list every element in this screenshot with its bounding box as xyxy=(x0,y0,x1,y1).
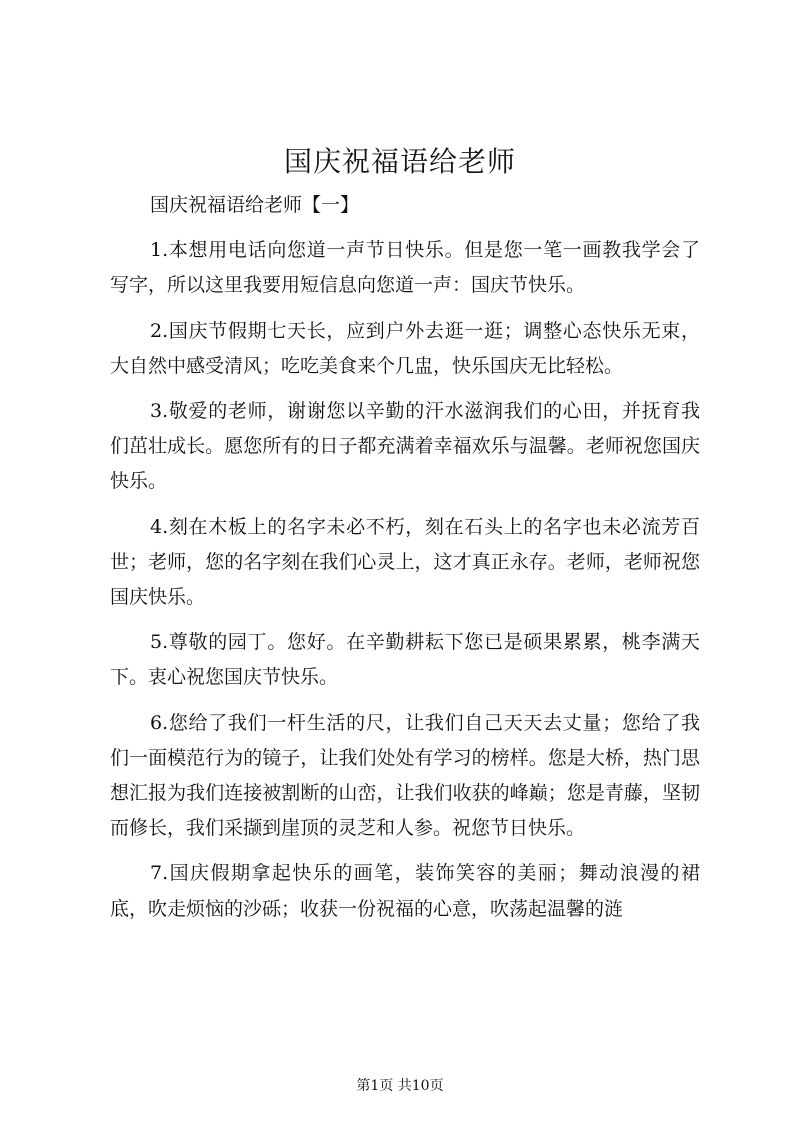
paragraph-5: 5.尊敬的园丁。您好。在辛勤耕耘下您已是硕果累累，桃李满天下。衷心祝您国庆节快乐。 xyxy=(110,631,700,689)
paragraph-4: 4.刻在木板上的名字未必不朽，刻在石头上的名字也未必流芳百世；老师，您的名字刻在我们心灵上，这才真正永存。老师，老师祝您国庆快乐。 xyxy=(110,515,700,609)
document-title: 国庆祝福语给老师 xyxy=(283,145,516,178)
page-number-footer: 第1页 共10页 xyxy=(356,1078,444,1094)
paragraph-7: 7.国庆假期拿起快乐的画笔，装饰笑容的美丽；舞动浪漫的裙底，吹走烦恼的沙砾；收获一份祝福的心意，吹荡起温馨的涟 xyxy=(110,862,700,920)
section-heading: 国庆祝福语给老师【一】 xyxy=(150,194,360,216)
paragraph-6: 6.您给了我们一杆生活的尺，让我们自己天天去丈量；您给了我们一面模范行为的镜子，让我们处处有学习的榜样。您是大桥，热门思想汇报为我们连接被割断的山峦，让我们收获的峰巅；您是青藤，坚韧而修长，我们采撷到崖顶的灵芝和人参。祝您节日快乐。 xyxy=(110,711,700,840)
paragraph-3: 3.敬爱的老师，谢谢您以辛勤的汗水滋润我们的心田，并抚育我们茁壮成长。愿您所有的日子都充满着幸福欢乐与温馨。老师祝您国庆快乐。 xyxy=(110,400,700,493)
paragraph-1: 1.本想用电话向您道一声节日快乐。但是您一笔一画教我学会了写字，所以这里我要用短信息向您道一声：国庆节快乐。 xyxy=(110,239,700,297)
document-body xyxy=(110,188,700,937)
paragraph-2: 2.国庆节假期七天长，应到户外去逛一逛；调整心态快乐无束，大自然中感受清风；吃吃美食来个几盅，快乐国庆无比轻松。 xyxy=(110,319,700,377)
